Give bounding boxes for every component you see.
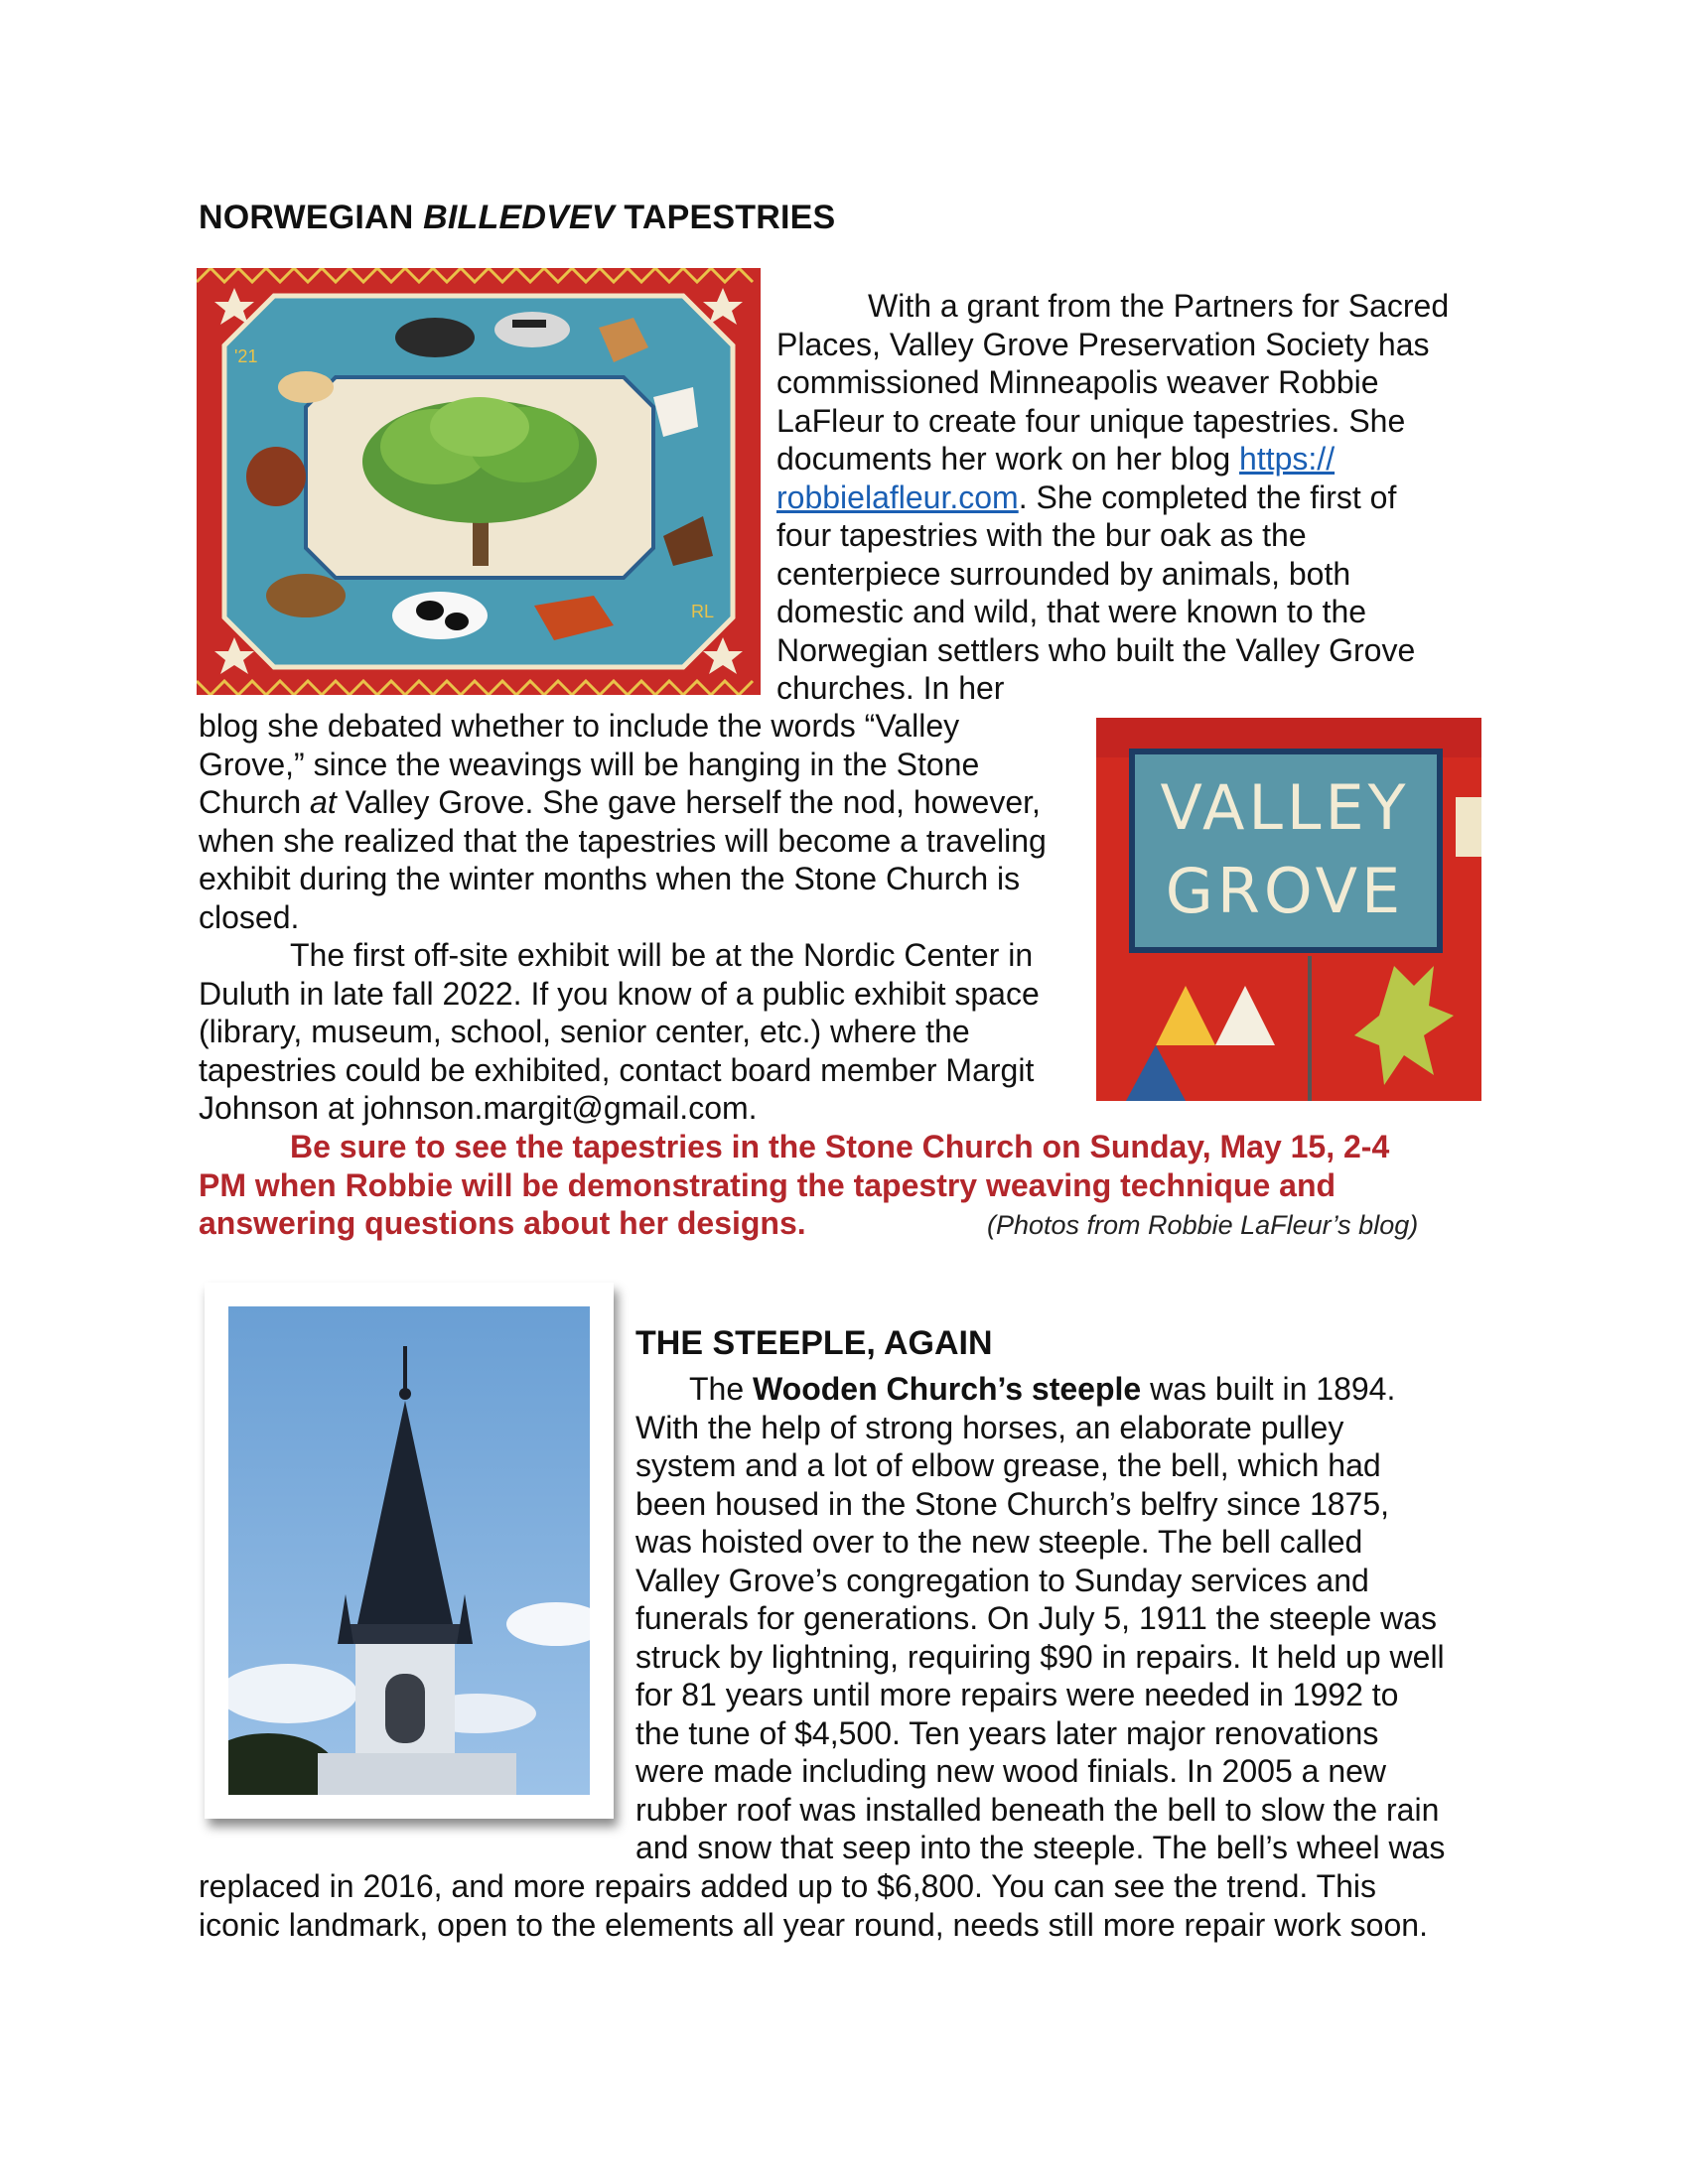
steeple-photo	[228, 1306, 590, 1795]
article1-para1-top: With a grant from the Partners for Sacred Places, Valley Grove Preservation Society has commissioned Minneapolis weaver Robbie LaFleur to create four unique tapestries. She documents her work on her blog https:// robbielafleur.com. She completed the first of four tapestries with the bur oak as the centerpiece surrounded by animals, both domestic and wild, that were known to the Norwegian settlers who built the Valley Grove churches. In her	[776, 288, 1450, 706]
detail-word-valley: VALLEY	[1160, 771, 1410, 844]
valley-grove-detail-image	[1096, 718, 1481, 1101]
photo-credit: (Photos from Robbie LaFleur’s blog)	[987, 1210, 1419, 1240]
tapestry-image	[197, 268, 761, 695]
detail-word-grove: GROVE	[1165, 855, 1405, 927]
article2-body-narrow: The Wooden Church’s steeple was built in 1894. With the help of strong horses, an elaborate pulley system and a lot of elbow grease, the bell, which had been housed in the Stone Church’s belfry since 1875, was hoisted over to the new steeple. The bell called Valley Grove’s congregation to Sunday services and funerals for generations. On July 5, 1911 the steeple was struck by lightning, requiring $90 in repairs. It held up well for 81 years until more repairs were needed in 1992 to the tune of $4,500. Ten years later major renovations were made including new wood finials. In 2005 a new rubber roof was installed beneath the bell to slow the rain and snow that seep into the steeple. The bell’s wheel was	[635, 1371, 1446, 1865]
event-callout: Be sure to see the tapestries in the Stone Church on Sunday, May 15, 2-4 PM when Robbie will be demonstrating the tapestry weaving technique and answering questions about her designs. (Photos from Robbie LaFleur’s blog)	[199, 1128, 1489, 1243]
blog-link[interactable]: https://	[1239, 441, 1336, 477]
blog-link-cont[interactable]: robbielafleur.com	[776, 478, 1019, 515]
article-title: NORWEGIAN BILLEDVEV TAPESTRIES	[199, 199, 836, 236]
article2-title: THE STEEPLE, AGAIN	[635, 1324, 993, 1362]
tapestry-initials: RL	[691, 602, 715, 621]
article1-para1-bottom: blog she debated whether to include the words “Valley Grove,” since the weavings will be hanging in the Stone Church at Valley Grove. She gave herself the nod, however, when she realized that the tapestries will become a traveling exhibit during the winter months when the Stone Church is closed. The first off-site exhibit will be at the Nordic Center in Duluth in late fall 2022. If you know of a public exhibit space (library, museum, school, senior center, etc.) where the tapestries could be exhibited, contact board member Margit Johnson at johnson.margit@gmail.com.	[199, 708, 1047, 1126]
steeple-photo-frame	[205, 1283, 614, 1819]
article2-body-wide: replaced in 2016, and more repairs added up to $6,800. You can see the trend. This iconic landmark, open to the elements all year round, needs still more repair work soon.	[199, 1868, 1428, 1943]
tapestry-year: '21	[234, 346, 258, 366]
